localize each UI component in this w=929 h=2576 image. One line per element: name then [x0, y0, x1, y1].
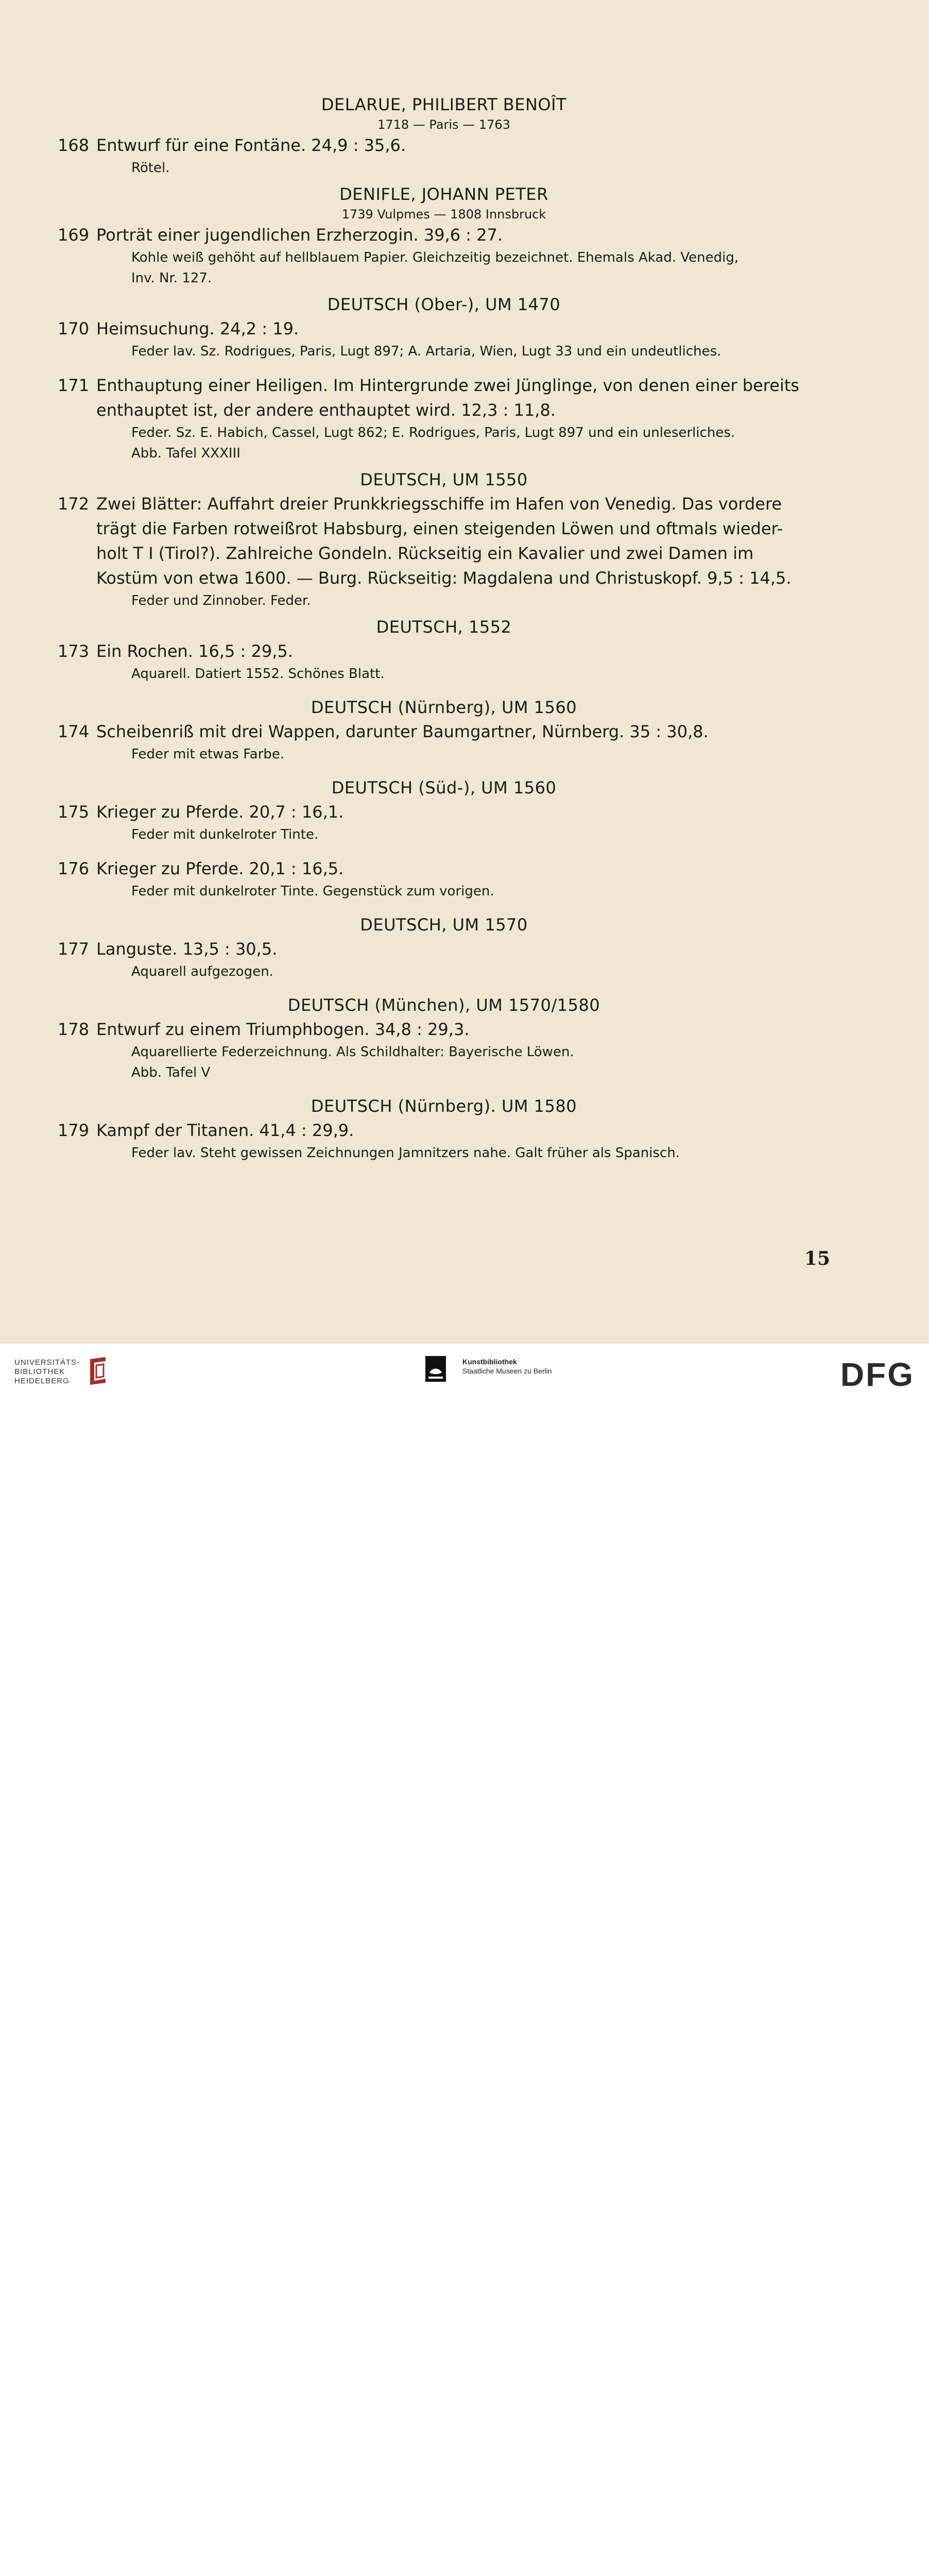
entry-note: Inv. Nr. 127.	[131, 270, 212, 286]
kunstbibliothek-emblem-icon	[425, 1356, 446, 1382]
catalog-section	[58, 993, 830, 1083]
catalog-entry	[58, 133, 830, 178]
artist-heading: DEUTSCH (München), UM 1570/1580	[287, 995, 600, 1015]
artist-dates: 1739 Vulpmes — 1808 Innsbruck	[341, 207, 546, 222]
kunstbibliothek-subtitle: Staatliche Museen zu Berlin	[462, 1367, 552, 1375]
artist-heading: DEUTSCH, 1552	[376, 617, 512, 637]
catalog-entry	[58, 856, 830, 902]
entry-title: Porträt einer jugendlichen Erzherzogin. 39,6 : 27.	[96, 225, 503, 245]
entry-note: Kohle weiß gehöht auf hellblauem Papier. Gleichzeitig bezeichnet. Ehemals Akad. Venedig,	[131, 250, 739, 265]
entry-title-line	[58, 316, 830, 341]
entry-title: Enthauptung einer Heiligen. Im Hintergrunde zwei Jünglinge, von denen einer bereits	[96, 376, 800, 395]
entry-note: Aquarell aufgezogen.	[131, 964, 273, 979]
entry-title-line	[58, 541, 830, 566]
entry-number: 177	[58, 939, 90, 959]
entry-title: Zwei Blätter: Auffahrt dreier Prunkkriegsschiffe im Hafen von Venedig. Das vordere	[96, 494, 782, 514]
section-spacer	[58, 289, 830, 293]
university-logo-line: HEIDELBERG	[14, 1377, 70, 1385]
footer-bar	[0, 1344, 929, 1411]
entry-title-line	[58, 373, 830, 398]
entry-note: Abb. Tafel XXXIII	[131, 446, 240, 461]
entry-title: holt T I (Tirol?). Zahlreiche Gondeln. Rückseitig ein Kavalier und zwei Damen im	[96, 544, 754, 563]
entry-spacer	[58, 845, 830, 856]
entry-title-line	[58, 516, 830, 541]
entry-number: 171	[58, 376, 90, 395]
catalog-section	[58, 696, 830, 765]
entry-number: 174	[58, 722, 90, 741]
entry-note: Aquarellierte Federzeichnung. Als Schildhalter: Bayerische Löwen.	[131, 1044, 574, 1060]
catalog-section	[58, 93, 830, 178]
entry-title-line	[58, 1118, 830, 1143]
section-spacer	[58, 611, 830, 615]
entry-number: 175	[58, 802, 90, 822]
catalog-entry	[58, 800, 830, 845]
entry-title-line	[58, 1017, 830, 1042]
catalog-section	[58, 182, 830, 289]
entry-title-line	[58, 398, 830, 422]
entry-title-line	[58, 937, 830, 961]
section-spacer	[58, 1083, 830, 1094]
entry-title: Kostüm von etwa 1600. — Burg. Rückseitig: Magdalena und Christuskopf. 9,5 : 14,5.	[96, 568, 792, 588]
catalog-section	[58, 1094, 830, 1163]
university-library-logo[interactable]	[14, 1358, 80, 1386]
catalog-section	[58, 913, 830, 982]
artist-heading: DEUTSCH (Ober-), UM 1470	[327, 295, 561, 314]
catalog-entry	[58, 492, 830, 611]
artist-heading: DEUTSCH, UM 1570	[360, 915, 528, 935]
entry-title: Entwurf für eine Fontäne. 24,9 : 35,6.	[96, 135, 406, 155]
catalog-listing	[58, 93, 830, 1163]
entry-number: 168	[58, 135, 90, 155]
entry-title-line	[58, 856, 830, 881]
entry-number: 173	[58, 641, 90, 661]
entry-number	[58, 516, 96, 541]
artist-heading: DEUTSCH (Süd-), UM 1560	[331, 778, 557, 798]
artist-dates: 1718 — Paris — 1763	[377, 117, 510, 132]
entry-note: Rötel.	[131, 160, 170, 176]
entry-number: 179	[58, 1121, 90, 1140]
entry-title: Krieger zu Pferde. 20,7 : 16,1.	[96, 802, 344, 822]
catalog-entry	[58, 719, 830, 765]
entry-title: Heimsuchung. 24,2 : 19.	[96, 319, 299, 338]
artist-heading: DEUTSCH (Nürnberg), UM 1560	[311, 698, 577, 717]
entry-title: Entwurf zu einem Triumphbogen. 34,8 : 29,3.	[96, 1020, 470, 1039]
entry-title-line	[58, 800, 830, 824]
dfg-logo[interactable]: DFG	[840, 1356, 915, 1393]
entry-title: trägt die Farben rotweißrot Habsburg, einen steigenden Löwen und oftmals wieder-	[96, 519, 783, 538]
entry-title: Languste. 13,5 : 30,5.	[96, 939, 278, 959]
entry-number	[58, 398, 96, 422]
section-spacer	[58, 765, 830, 776]
entry-title-line	[58, 133, 830, 158]
catalog-section	[58, 776, 830, 902]
entry-note: Feder mit dunkelroter Tinte.	[131, 827, 319, 842]
entry-title: enthauptet ist, der andere enthauptet wird. 12,3 : 11,8.	[96, 400, 556, 420]
entry-note: Feder mit dunkelroter Tinte. Gegenstück zum vorigen.	[131, 884, 494, 899]
catalog-entry	[58, 1017, 830, 1083]
catalog-section	[58, 468, 830, 611]
catalog-entry	[58, 316, 830, 362]
catalog-entry	[58, 223, 830, 289]
section-spacer	[58, 464, 830, 468]
catalog-entry	[58, 937, 830, 982]
section-spacer	[58, 902, 830, 913]
entry-title-line	[58, 492, 830, 516]
artist-heading: DEUTSCH, UM 1550	[360, 470, 528, 489]
artist-heading: DELARUE, PHILIBERT BENOÎT	[321, 95, 567, 114]
entry-note: Feder lav. Sz. Rodrigues, Paris, Lugt 897; A. Artaria, Wien, Lugt 33 und ein undeutliches.	[131, 344, 721, 359]
entry-title-line	[58, 223, 830, 247]
entry-note: Feder und Zinnober. Feder.	[131, 593, 311, 608]
entry-title: Scheibenriß mit drei Wappen, darunter Baumgartner, Nürnberg. 35 : 30,8.	[96, 722, 709, 741]
entry-number	[58, 566, 96, 590]
section-spacer	[58, 178, 830, 182]
entry-note: Feder lav. Steht gewissen Zeichnungen Jamnitzers nahe. Galt früher als Spanisch.	[131, 1145, 680, 1161]
university-emblem-icon	[85, 1355, 111, 1386]
catalog-entry	[58, 639, 830, 684]
entry-spacer	[58, 362, 830, 373]
catalog-entry	[58, 1118, 830, 1163]
kunstbibliothek-logo[interactable]	[462, 1357, 552, 1376]
artist-heading: DENIFLE, JOHANN PETER	[339, 184, 548, 204]
catalog-section	[58, 293, 830, 464]
entry-number: 176	[58, 859, 90, 878]
entry-number: 169	[58, 225, 90, 245]
entry-title-line	[58, 639, 830, 664]
artist-heading: DEUTSCH (Nürnberg). UM 1580	[311, 1096, 577, 1116]
entry-note: Feder. Sz. E. Habich, Cassel, Lugt 862; E. Rodrigues, Paris, Lugt 897 und ein unleserliches.	[131, 425, 735, 440]
kunstbibliothek-title: Kunstbibliothek	[462, 1358, 517, 1366]
catalog-section	[58, 615, 830, 684]
entry-title-line	[58, 719, 830, 744]
university-logo-line: UNIVERSITÄTS-	[14, 1358, 80, 1367]
entry-note: Aquarell. Datiert 1552. Schönes Blatt.	[131, 666, 385, 682]
entry-note: Feder mit etwas Farbe.	[131, 747, 285, 762]
entry-number: 170	[58, 319, 90, 338]
page-number: 15	[804, 1248, 830, 1269]
entry-number: 172	[58, 494, 90, 514]
catalog-entry	[58, 373, 830, 464]
university-logo-line: BIBLIOTHEK	[14, 1367, 65, 1376]
entry-title: Kampf der Titanen. 41,4 : 29,9.	[96, 1121, 354, 1140]
entry-title-line	[58, 566, 830, 590]
entry-number: 178	[58, 1020, 90, 1039]
section-spacer	[58, 982, 830, 993]
entry-number	[58, 541, 96, 566]
section-spacer	[58, 684, 830, 696]
entry-title: Ein Rochen. 16,5 : 29,5.	[96, 641, 293, 661]
entry-title: Krieger zu Pferde. 20,1 : 16,5.	[96, 859, 344, 878]
entry-note: Abb. Tafel V	[131, 1065, 211, 1080]
